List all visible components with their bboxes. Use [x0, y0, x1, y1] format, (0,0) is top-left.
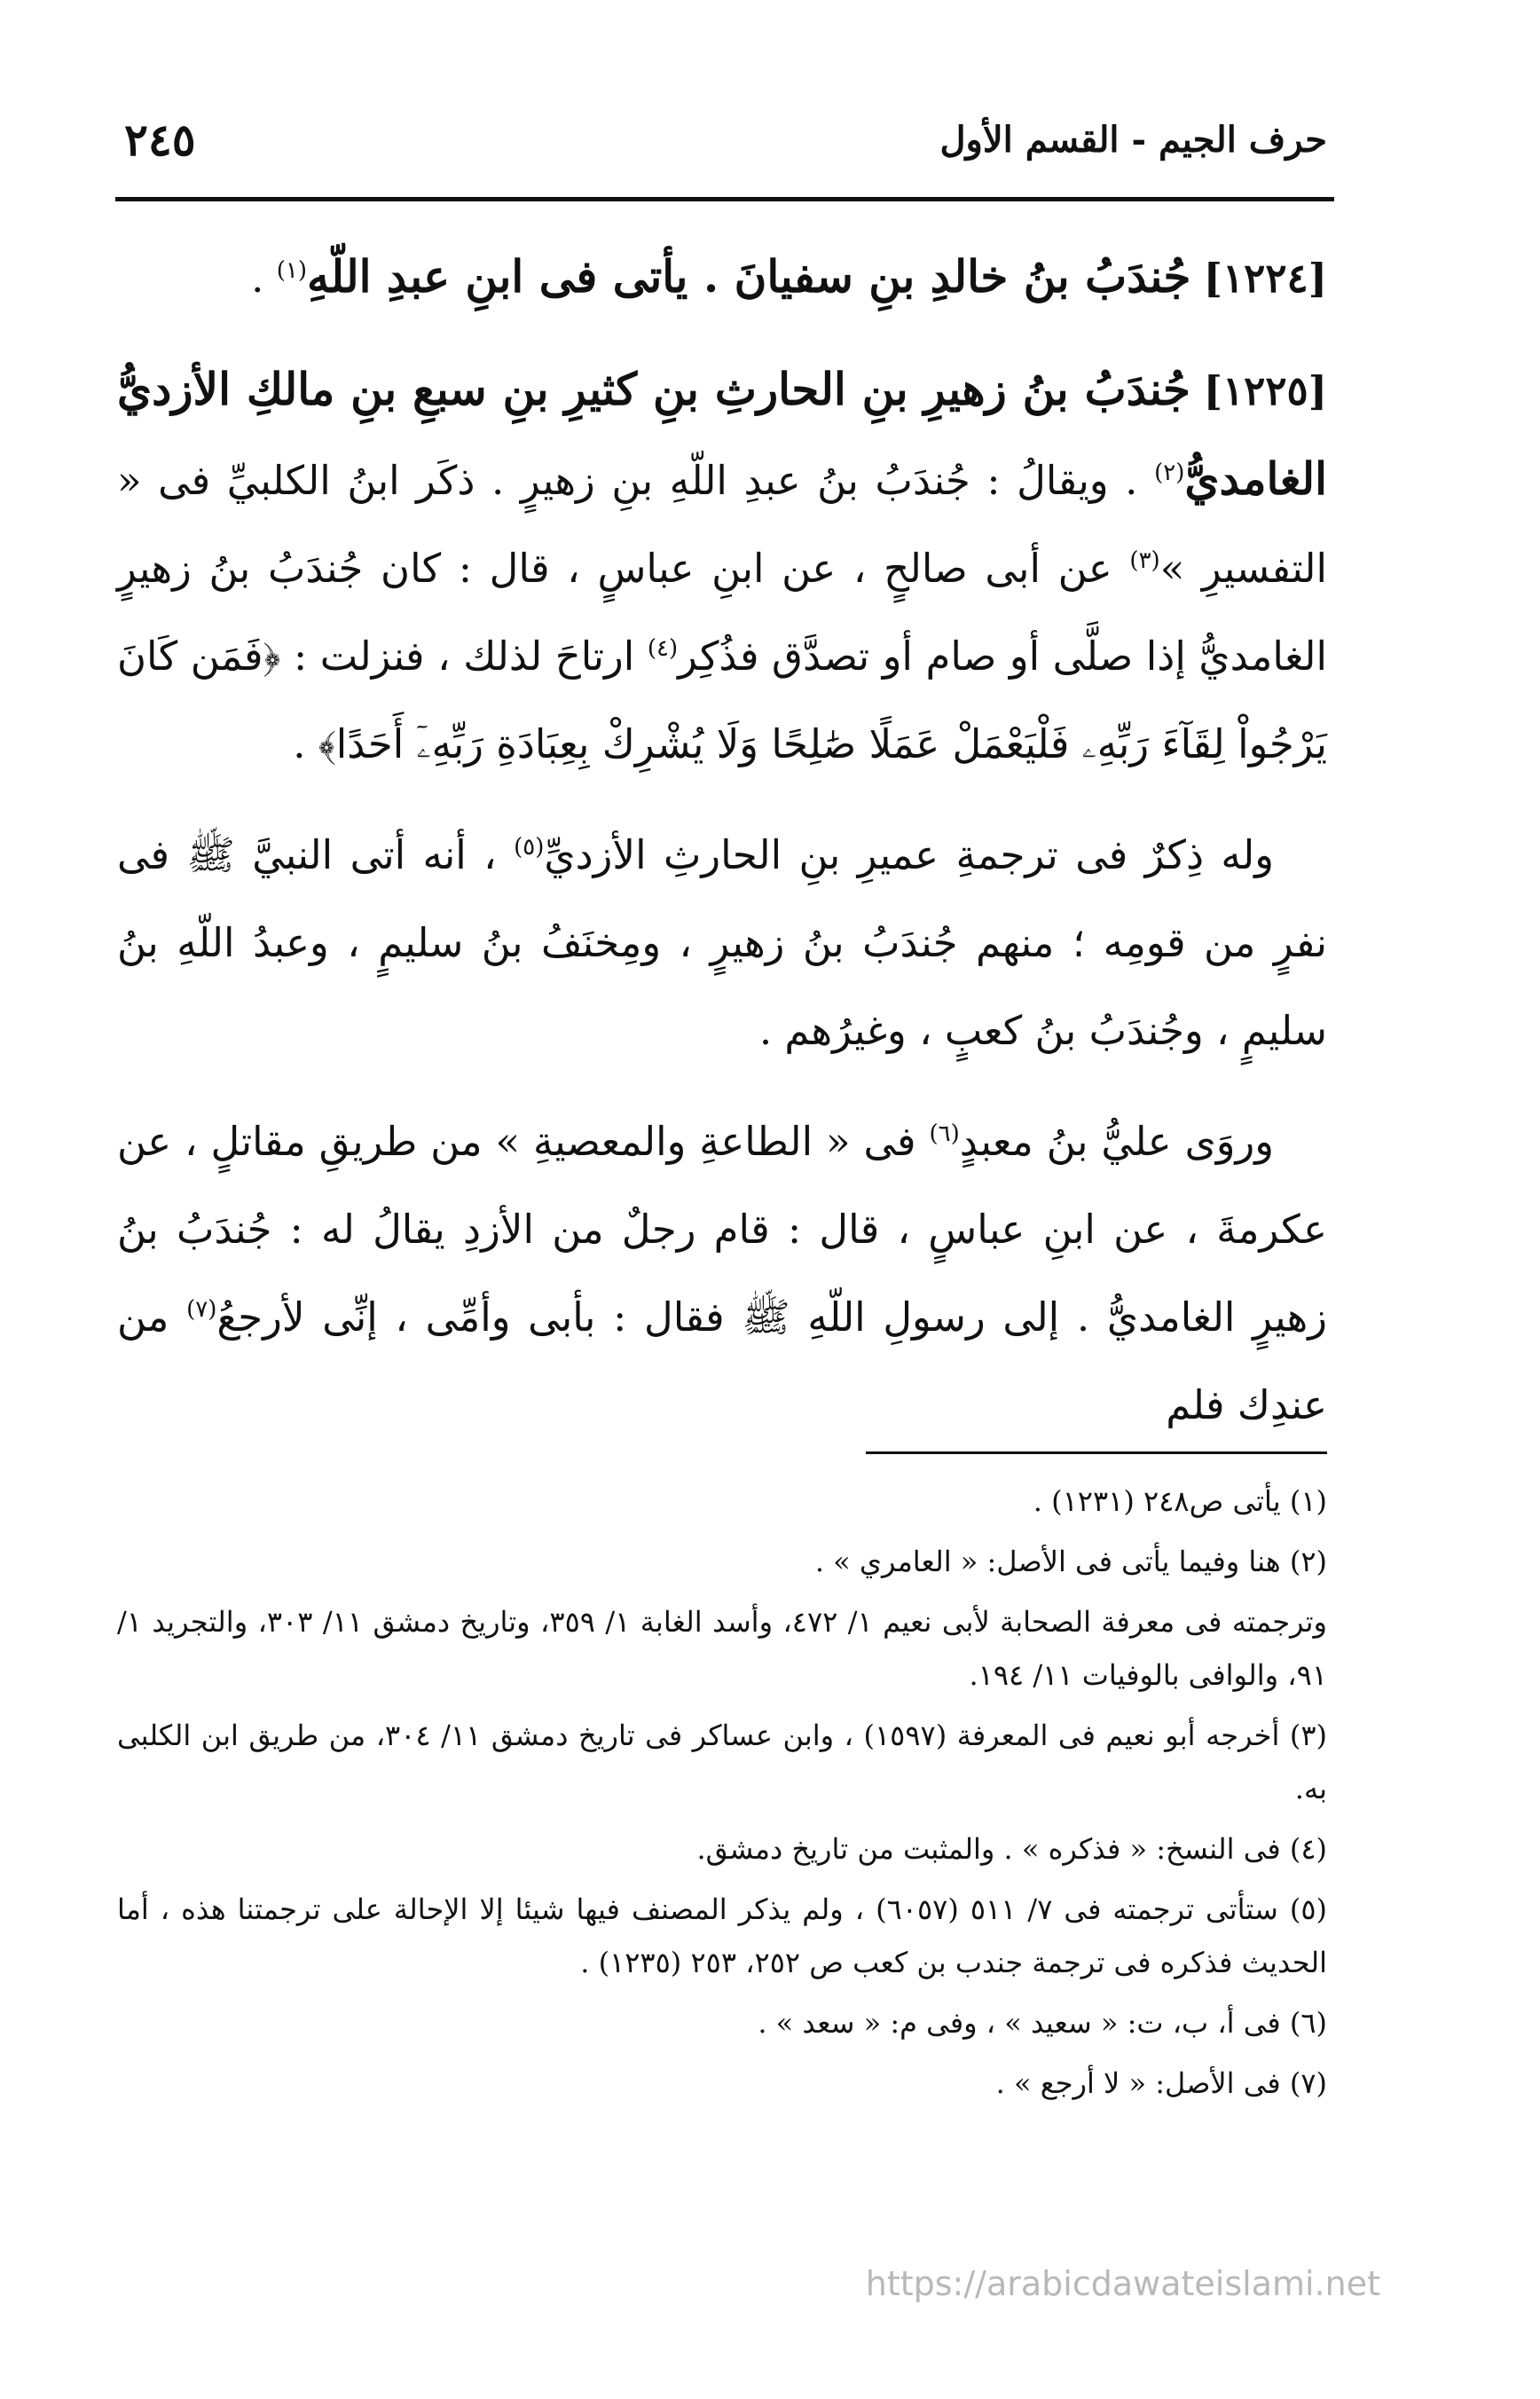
paragraph-text: من عندِك فلم	[117, 1294, 1327, 1428]
footnotes	[117, 1475, 1327, 2117]
quran-verse: ﴿فَمَن كَانَ يَرْجُواْ لِقَآءَ رَبِّهِۦ فَلْيَعْمَلْ عَمَلًا صَٰلِحًا وَلَا يُشْرِكْ بِعِبَادَةِ رَبِّهِۦٓ أَحَدًا﴾	[117, 633, 1327, 767]
header-rule	[115, 197, 1334, 201]
paragraph-text: وروَى عليُّ بنُ معبدٍ	[959, 1118, 1274, 1165]
entry-text: ارتاحَ لذلك ، فنزلت :	[294, 633, 635, 680]
paragraph-text: وله ذِكرٌ فى ترجمةِ عميرِ بنِ الحارثِ الأزديِّ	[544, 831, 1274, 878]
footnote-marker: (٥)	[514, 834, 545, 861]
paragraph-text: فى « الطاعةِ والمعصيةِ » من طريقِ مقاتلٍ ، عن عكرمةَ ، عن ابنِ عباسٍ ، قال : قام رجلٌ من الأزدِ يقالُ له : جُندَبُ بنُ زهيرٍ الغامديُّ . إلى رسولِ اللّهِ ﷺ فقال : بأبى وأمِّى ، إنِّى لأرجعُ	[117, 1118, 1327, 1341]
entry-heading: جُندَبُ بنُ زهيرِ بنِ الحارثِ بنِ كثيرِ بنِ سبعِ بنِ مالكِ الأزديُّ الغامديُّ	[117, 363, 1327, 505]
watermark-url: https://arabicdawateislami.net	[865, 2264, 1380, 2303]
footnote-marker: (٧)	[186, 1296, 217, 1323]
paragraph-text: ، أنه أتى النبيَّ ﷺ فى نفرٍ من قومِه ؛ منهم جُندَبُ بنُ زهيرٍ ، ومِخنَفُ بنُ سليمٍ ، وعبدُ اللّهِ بنُ سليمٍ ، وجُندَبُ بنُ كعبٍ ، وغيرُهم .	[117, 831, 1327, 1054]
footnote-marker: (٣)	[1129, 547, 1160, 574]
paragraph-narration	[117, 1097, 1327, 1449]
footnote-2-continued: وترجمته فى معرفة الصحابة لأبى نعيم ١/ ٤٧٢، وأسد الغابة ١/ ٣٥٩، وتاريخ دمشق ١١/ ٣٠٣، والتجريد ١/ ٩١، والوافى بالوفيات ١١/ ١٩٤.	[117, 1605, 1328, 1692]
footnote-marker: (٦)	[929, 1121, 960, 1147]
page-header	[124, 106, 1327, 177]
footnote-marker: (١)	[276, 257, 307, 284]
footnote-3: (٣) أخرجه أبو نعيم فى المعرفة (١٥٩٧) ، وابن عساكر فى تاريخ دمشق ١١/ ٣٠٤، من طريق ابن الكلبى به.	[117, 1719, 1328, 1805]
footnote-4: (٤) فى النسخ: « فذكره » . والمثبت من تاريخ دمشق.	[696, 1832, 1327, 1866]
main-text	[117, 232, 1327, 1472]
entry-1225	[117, 345, 1327, 788]
footnote-separator	[866, 1451, 1327, 1454]
entry-number: [١٢٢٥]	[1203, 367, 1327, 414]
entry-end: .	[251, 255, 277, 302]
entry-heading: جُندَبُ بنُ خالدِ بنِ سفيانَ . يأتى فى ابنِ عبدِ اللّهِ	[306, 250, 1191, 303]
running-title: حرف الجيم - القسم الأول	[939, 119, 1327, 161]
footnote-marker: (٤)	[647, 635, 679, 662]
entry-number: [١٢٢٤]	[1203, 255, 1327, 302]
footnote-2: (٢) هنا وفيما يأتى فى الأصل: « العامري » .	[814, 1545, 1327, 1578]
entry-text: . ويقالُ : جُندَبُ بنُ عبدِ اللّهِ بنِ زهيرٍ . ذكَر ابنُ الكلبيِّ فى « التفسيرِ »	[117, 457, 1327, 592]
entry-end: .	[293, 720, 318, 767]
paragraph-mention	[117, 811, 1327, 1074]
footnote-1: (١) يأتى ص٢٤٨ (١٢٣١) .	[1033, 1484, 1327, 1518]
footnote-7: (٧) فى الأصل: « لا أرجع » .	[995, 2066, 1327, 2100]
page-number: ٢٤٥	[124, 114, 196, 166]
footnote-5: (٥) ستأتى ترجمته فى ٧/ ٥١١ (٦٠٥٧) ، ولم يذكر المصنف فيها شيئا إلا الإحالة على ترجمتنا هذه ، أما الحديث فذكره فى ترجمة جندب بن كعب ص ٢٥٢، ٢٥٣ (١٢٣٥) .	[117, 1892, 1328, 1979]
footnote-6: (٦) فى أ، ب، ت: « سعيد » ، وفى م: « سعد » .	[758, 2006, 1327, 2040]
entry-text: عن أبى صالحٍ ، عن ابنِ عباسٍ ، قال : كان جُندَبُ بنُ زهيرٍ الغامديُّ إذا صلَّى أو صام أو تصدَّق فذُكِر	[117, 545, 1327, 680]
entry-1224	[117, 232, 1327, 322]
footnote-marker: (٢)	[1154, 460, 1185, 486]
